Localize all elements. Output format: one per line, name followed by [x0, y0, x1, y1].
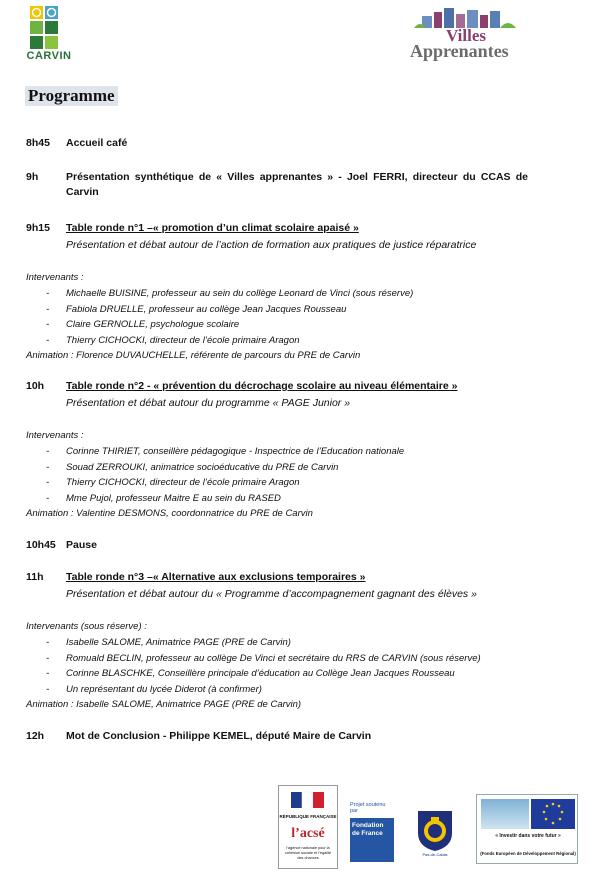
item-text: Accueil café: [66, 137, 128, 149]
list-dash: -: [46, 684, 50, 695]
speakers-label: Intervenants (sous réserve) :: [26, 621, 147, 632]
fondation-de-france-logo: [350, 802, 394, 862]
round-table-title: Table ronde n°2 - « prévention du décrochage scolaire au niveau élémentaire »: [66, 380, 458, 392]
speaker-item: Claire GERNOLLE, psychologue scolaire: [66, 319, 240, 330]
acse-label: l’acsé: [291, 826, 325, 841]
list-dash: -: [46, 335, 50, 346]
round-table-title: Table ronde n°3 –« Alternative aux exclusions temporaires »: [66, 571, 366, 583]
speaker-item: Thierry CICHOCKI, directeur de l’école primaire Aragon: [66, 477, 300, 488]
speaker-item: Isabelle SALOME, Animatrice PAGE (PRE de Carvin): [66, 637, 291, 648]
time-label: 10h: [26, 380, 45, 392]
animation-line: Animation : Isabelle SALOME, Animatrice PAGE (PRE de Carvin): [26, 699, 302, 710]
time-label: 10h45: [26, 539, 56, 551]
page-title: Programme: [25, 86, 118, 106]
speaker-item: Souad ZERROUKI, animatrice socioéducative du PRE de Carvin: [66, 462, 339, 473]
speaker-item: Thierry CICHOCKI, directeur de l’école primaire Aragon: [66, 335, 300, 346]
animation-line: Animation : Florence DUVAUCHELLE, référente de parcours du PRE de Carvin: [26, 350, 361, 361]
list-dash: -: [46, 319, 50, 330]
time-label: 12h: [26, 730, 45, 742]
list-dash: -: [46, 477, 50, 488]
villes-apprenantes-logo: [410, 6, 530, 62]
time-label: 11h: [26, 571, 44, 583]
time-label: 9h15: [26, 222, 50, 234]
animation-line: Animation : Valentine DESMONS, coordonnatrice du PRE de Carvin: [26, 508, 313, 519]
european-union-feder-logo: [476, 794, 578, 864]
list-dash: -: [46, 493, 50, 504]
villes-logo-text-2: Apprenantes: [410, 41, 509, 61]
list-dash: -: [46, 446, 50, 457]
speaker-item: Corinne THIRIET, conseillère pédagogique - Inspectrice de l’Education nationale: [66, 446, 405, 457]
round-table-title: Table ronde n°1 –« promotion d’un climat scolaire apaisé »: [66, 222, 359, 234]
item-text: Présentation synthétique de « Villes apprenantes » - Joel FERRI, directeur du CCAS de Carvin: [66, 171, 528, 198]
list-dash: -: [46, 304, 50, 315]
eu-quote: « Investir dans votre futur »: [495, 833, 561, 839]
time-label: 9h: [26, 171, 39, 183]
pdc-label: Pas-de-Calais: [422, 852, 448, 857]
republique-francaise-acse-logo: [278, 785, 338, 869]
speaker-item: Fabiola DRUELLE, professeur au collège Jean Jacques Rousseau: [66, 304, 347, 315]
item-text: Mot de Conclusion - Philippe KEMEL, député Maire de Carvin: [66, 730, 372, 742]
round-table-subtitle: Présentation et débat autour du « Programme d’accompagnement gagnant des élèves »: [66, 588, 477, 600]
round-table-subtitle: Présentation et débat autour de l’action de formation aux pratiques de justice réparatrice: [66, 239, 477, 251]
list-dash: -: [46, 637, 50, 648]
time-label: 8h45: [26, 137, 50, 149]
carvin-logo: [22, 4, 76, 62]
speaker-item: Corinne BLASCHKE, Conseillère principale d’éducation au Collège Jean Jacques Rousseau: [66, 668, 455, 679]
list-dash: -: [46, 288, 50, 299]
speaker-item: Michaelle BUISINE, professeur au sein du collège Leonard de Vinci (sous réserve): [66, 288, 414, 299]
speaker-item: Mme Pujol, professeur Maitre E au sein du RASED: [66, 493, 281, 504]
fdf-name: Fondation de France: [352, 822, 384, 837]
item-text: Pause: [66, 539, 97, 551]
list-dash: -: [46, 668, 50, 679]
acse-sublabel: l’agence nationale pour la cohésion sociale et l’égalité des chances: [284, 846, 332, 860]
eu-sub: (Fonds Européen de Développement Régional): [480, 851, 576, 856]
speakers-label: Intervenants :: [26, 272, 84, 283]
list-dash: -: [46, 653, 50, 664]
carvin-logo-text: CARVIN: [26, 50, 72, 62]
villes-logo-text-1: Villes: [446, 26, 486, 45]
rf-label: RÉPUBLIQUE FRANÇAISE: [279, 814, 337, 819]
speaker-item: Romuald BECLIN, professeur au collège De Vinci et secrétaire du RRS de CARVIN (sous réserve): [66, 653, 481, 664]
fdf-top-label: Projet soutenu par: [350, 802, 386, 814]
speaker-item: Un représentant du lycée Diderot (à confirmer): [66, 684, 262, 695]
pas-de-calais-logo: [414, 809, 456, 859]
round-table-subtitle: Présentation et débat autour du programme « PAGE Junior »: [66, 397, 351, 409]
list-dash: -: [46, 462, 50, 473]
speakers-label: Intervenants :: [26, 430, 84, 441]
